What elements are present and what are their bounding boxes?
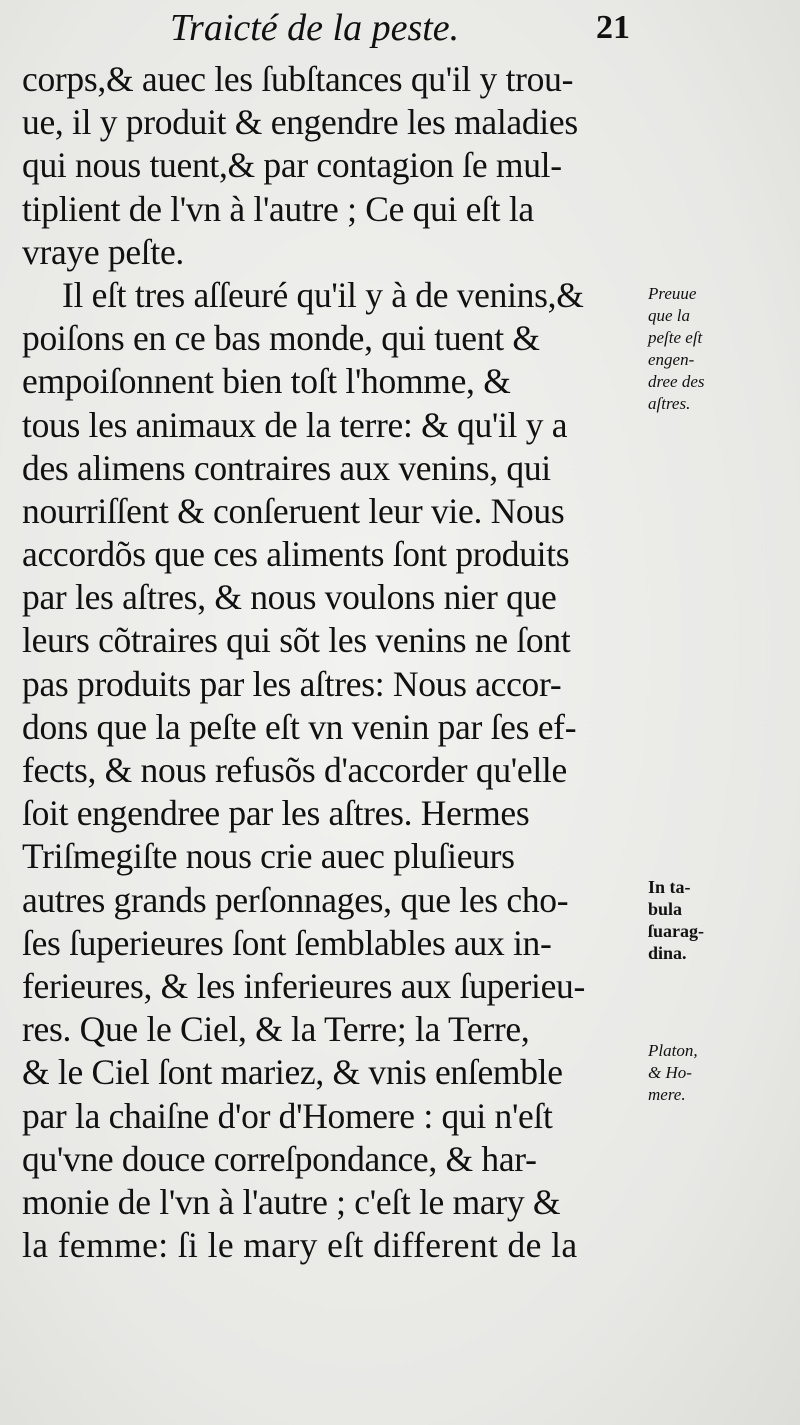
text-line: & le Ciel ſont mariez, & vnis enſemble	[22, 1052, 563, 1093]
text-line: ue, il y produit & engendre les maladies	[22, 102, 578, 143]
margin-note-line: dina.	[648, 943, 687, 963]
text-line: ſoit engendree par les aſtres. Hermes	[22, 793, 530, 834]
text-line: des alimens contraires aux venins, qui	[22, 447, 551, 488]
text-line: Il eſt tres aſſeuré qu'il y à de venins,&	[62, 274, 584, 315]
margin-note-line: Preuue	[648, 284, 697, 303]
margin-note-line: peſte eſt	[648, 328, 703, 347]
margin-note-line: & Ho-	[648, 1063, 692, 1082]
margin-note-line: que la	[648, 306, 691, 325]
text-line: par les aſtres, & nous voulons nier que	[22, 577, 557, 618]
text-line: leurs cõtraires qui sõt les venins ne ſont	[22, 620, 571, 661]
text-line: la femme: ſi le mary eſt different de la	[22, 1225, 578, 1266]
text-line: Triſmegiſte nous crie auec pluſieurs	[22, 836, 515, 877]
page-header	[170, 6, 630, 50]
text-line: monie de l'vn à l'autre ; c'eſt le mary &	[22, 1181, 561, 1222]
text-line: fects, & nous refusõs d'accorder qu'elle	[22, 750, 567, 790]
text-line: ſes ſuperieures ſont ſemblables aux in-	[22, 922, 552, 963]
margin-note-line: aſtres.	[648, 394, 691, 413]
margin-note-tabula	[648, 876, 796, 964]
text-line: tiplient de l'vn à l'autre ; Ce qui eſt la	[22, 188, 534, 229]
margin-note-line: dree des	[648, 372, 705, 391]
page-number: 21	[596, 9, 630, 46]
text-line: par la chaiſne d'or d'Homere : qui n'eſt	[22, 1095, 553, 1136]
text-line: corps,& auec les ſubſtances qu'il y trou-	[22, 59, 574, 99]
text-line: qui nous tuent,& par contagion ſe mul-	[22, 145, 562, 186]
text-line: accordõs que ces aliments ſont produits	[22, 534, 570, 575]
running-title: Traicté de la peste.	[170, 7, 460, 49]
text-line: nourriſſent & conſeruent leur vie. Nous	[22, 490, 565, 531]
text-line: qu'vne douce correſpondance, & har-	[22, 1138, 537, 1179]
margin-note-preuue	[648, 283, 796, 415]
text-line: pas produits par les aſtres: Nous accor-	[22, 663, 562, 704]
text-line: dons que la peſte eſt vn venin par ſes ef-	[22, 706, 577, 747]
text-line: res. Que le Ciel, & la Terre; la Terre,	[22, 1009, 530, 1050]
margin-note-platon	[648, 1040, 796, 1106]
text-line: vraye peſte.	[22, 231, 184, 272]
text-line: poiſons en ce bas monde, qui tuent &	[22, 318, 540, 359]
margin-note-line: Platon,	[648, 1041, 698, 1060]
margin-note-line: mere.	[648, 1085, 686, 1104]
margin-note-line: In ta-	[648, 877, 691, 897]
text-line: autres grands perſonnages, que les cho-	[22, 879, 569, 920]
body-text	[22, 58, 642, 1267]
text-line: empoiſonnent bien toſt l'homme, &	[22, 361, 511, 402]
margin-note-line: engen-	[648, 350, 695, 369]
text-line: ferieures, & les inferieures aux ſuperieu-	[22, 965, 586, 1006]
margin-note-line: bula	[648, 899, 683, 919]
margin-note-line: ſuarag-	[648, 921, 704, 941]
text-line: tous les animaux de la terre: & qu'il y a	[22, 404, 568, 445]
